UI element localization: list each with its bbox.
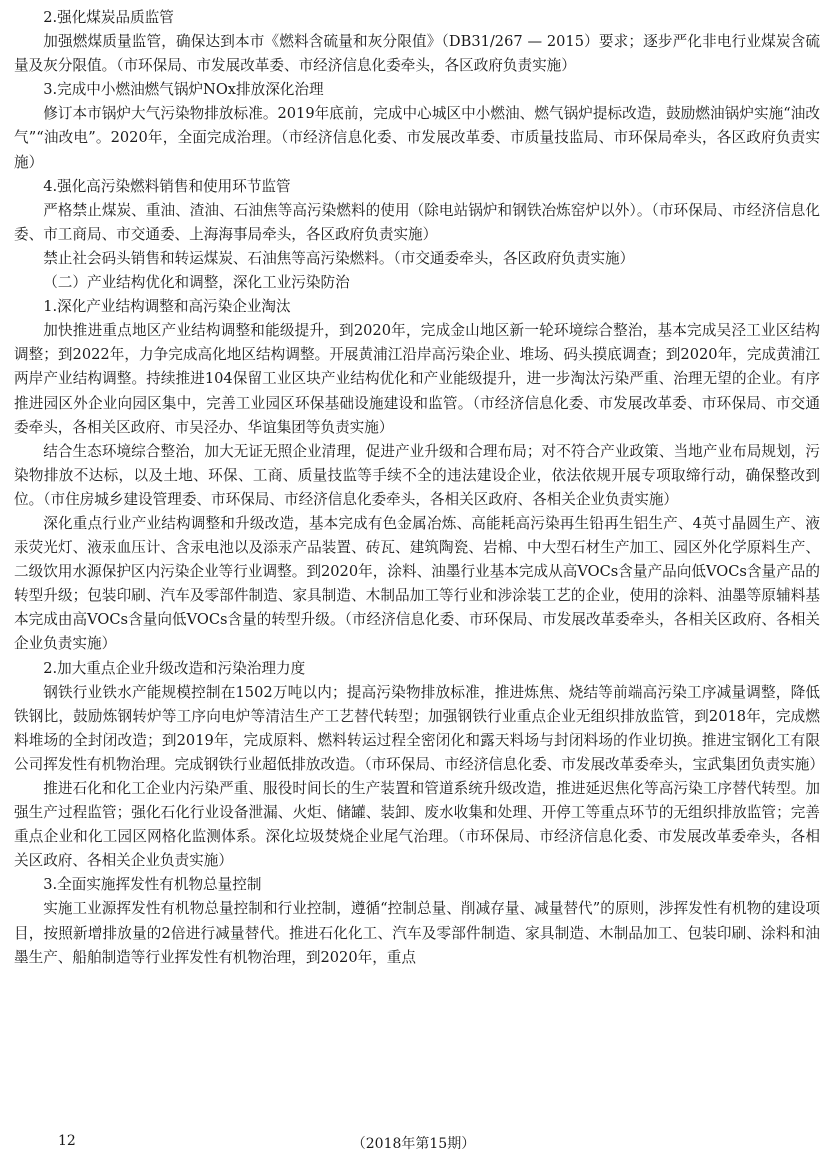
heading-fuel-supervision: 4.强化高污染燃料销售和使用环节监管 <box>43 177 291 195</box>
paragraph: 修订本市锅炉大气污染物排放标准。2019年底前，完成中心城区中小燃油、燃气锅炉提标改造，鼓励燃油锅炉实施“油改气”“油改电”。2020年，全面完成治理。（市经济信息化委、市发展改革委、市质量技监局、市环保局牵头，各区政府负责实施） <box>14 105 820 171</box>
paragraph: 推进石化和化工企业内污染严重、服役时间长的生产装置和管道系统升级改造，推进延迟焦化等高污染工序替代转型。加强生产过程监管；强化石化行业设备泄漏、火炬、储罐、装卸、废水收集和处理、开停工等重点环节的无组织排放监管；完善重点企业和化工园区网格化监测体系。深化垃圾焚烧企业尾气治理。（市环保局、市经济信息化委、市发展改革委牵头，各相关区政府、各相关企业负责实施） <box>14 780 820 870</box>
heading-boiler-nox: 3.完成中小燃油燃气锅炉NOx排放深化治理 <box>43 81 324 99</box>
issue-label: （2018年第15期） <box>351 1136 476 1152</box>
page-number: 12 <box>58 1133 76 1149</box>
paragraph: 加快推进重点地区产业结构调整和能级提升，到2020年，完成金山地区新一轮环境综合整治，基本完成吴泾工业区结构调整；到2022年，力争完成高化地区结构调整。开展黄浦江沿岸高污染企业、堆场、码头摸底调查；到2020年，完成黄浦江两岸产业结构调整。持续推进104保留工业区块产业结构优化和产业能级提升，进一步淘汰污染严重、治理无望的企业。有序推进园区外企业向园区集中，完善工业园区环保基础设施建设和监管。（市经济信息化委、市发展改革委、市环保局、市交通委牵头，各相关区政府、市吴泾办、华谊集团等负责实施） <box>14 322 820 436</box>
paragraph: 加强燃煤质量监管，确保达到本市《燃料含硫量和灰分限值》（DB31/267 — 2015）要求；逐步严化非电行业煤炭含硫量及灰分限值。（市环保局、市发展改革委、市经济信息化委牵头，各区政府负责实施） <box>14 33 820 75</box>
section-heading-industry: （二）产业结构优化和调整，深化工业污染防治 <box>43 274 350 292</box>
heading-voc-control: 3.全面实施挥发性有机物总量控制 <box>43 876 262 894</box>
paragraph: 钢铁行业铁水产能规模控制在1502万吨以内；提高污染物排放标准，推进炼焦、烧结等前端高污染工序减量调整，降低铁钢比，鼓励炼钢转炉等工序向电炉等清洁生产工艺替代转型；加强钢铁行业重点企业无组织排放监管，到2018年，完成燃料堆场的全封闭改造；到2019年，完成原料、燃料转运过程全密闭化和露天料场与封闭料场的作业切换。推进宝钢化工有限公司挥发性有机物治理。完成钢铁行业超低排放改造。（市环保局、市经济信息化委、市发展改革委牵头，宝武集团负责实施） <box>14 683 824 773</box>
paragraph: 实施工业源挥发性有机物总量控制和行业控制，遵循“控制总量、削减存量、减量替代”的原则，涉挥发性有机物的建设项目，按照新增排放量的2倍进行减量替代。推进石化化工、汽车及零部件制造、家具制造、木制品加工、包装印刷、涂料和油墨生产、船舶制造等行业挥发性有机物治理，到2020年，重点 <box>14 900 820 966</box>
paragraph: 深化重点行业产业结构调整和升级改造，基本完成有色金属冶炼、高能耗高污染再生铅再生铝生产、4英寸晶圆生产、液汞荧光灯、液汞血压计、含汞电池以及添汞产品装置、砖瓦、建筑陶瓷、岩棉、中大型石材生产加工、园区外化学原料生产、二级饮用水源保护区内污染企业等行业调整。到2020年，涂料、油墨行业基本完成从高VOCs含量产品向低VOCs含量产品的转型升级；包装印刷、汽车及零部件制造、家具制造、木制品加工等行业和涉涂装工艺的企业，使用的涂料、油墨等原辅料基本完成由高VOCs含量向低VOCs含量的转型升级。（市经济信息化委、市环保局、市发展改革委牵头，各相关区政府、各相关企业负责实施） <box>14 514 820 653</box>
paragraph: 严格禁止煤炭、重油、渣油、石油焦等高污染燃料的使用（除电站锅炉和钢铁冶炼窑炉以外）。（市环保局、市经济信息化委、市工商局、市交通委、上海海事局牵头，各区政府负责实施） <box>14 201 820 243</box>
document-body <box>14 6 824 970</box>
heading-enterprise-upgrade: 2.加大重点企业升级改造和污染治理力度 <box>43 659 306 677</box>
paragraph: 结合生态环境综合整治，加大无证无照企业清理，促进产业升级和合理布局；对不符合产业政策、当地产业布局规划，污染物排放不达标，以及土地、环保、工商、质量技监等手续不全的违法建设企业，依法依规开展专项取缔行动，确保整改到位。（市住房城乡建设管理委、市环保局、市经济信息化委牵头，各相关区政府、各相关企业负责实施） <box>14 442 820 508</box>
heading-coal-quality: 2.强化煤炭品质监管 <box>43 9 174 26</box>
heading-structure-adjustment: 1.深化产业结构调整和高污染企业淘汰 <box>43 298 291 316</box>
paragraph: 禁止社会码头销售和转运煤炭、石油焦等高污染燃料。（市交通委牵头，各区政府负责实施） <box>43 249 635 267</box>
